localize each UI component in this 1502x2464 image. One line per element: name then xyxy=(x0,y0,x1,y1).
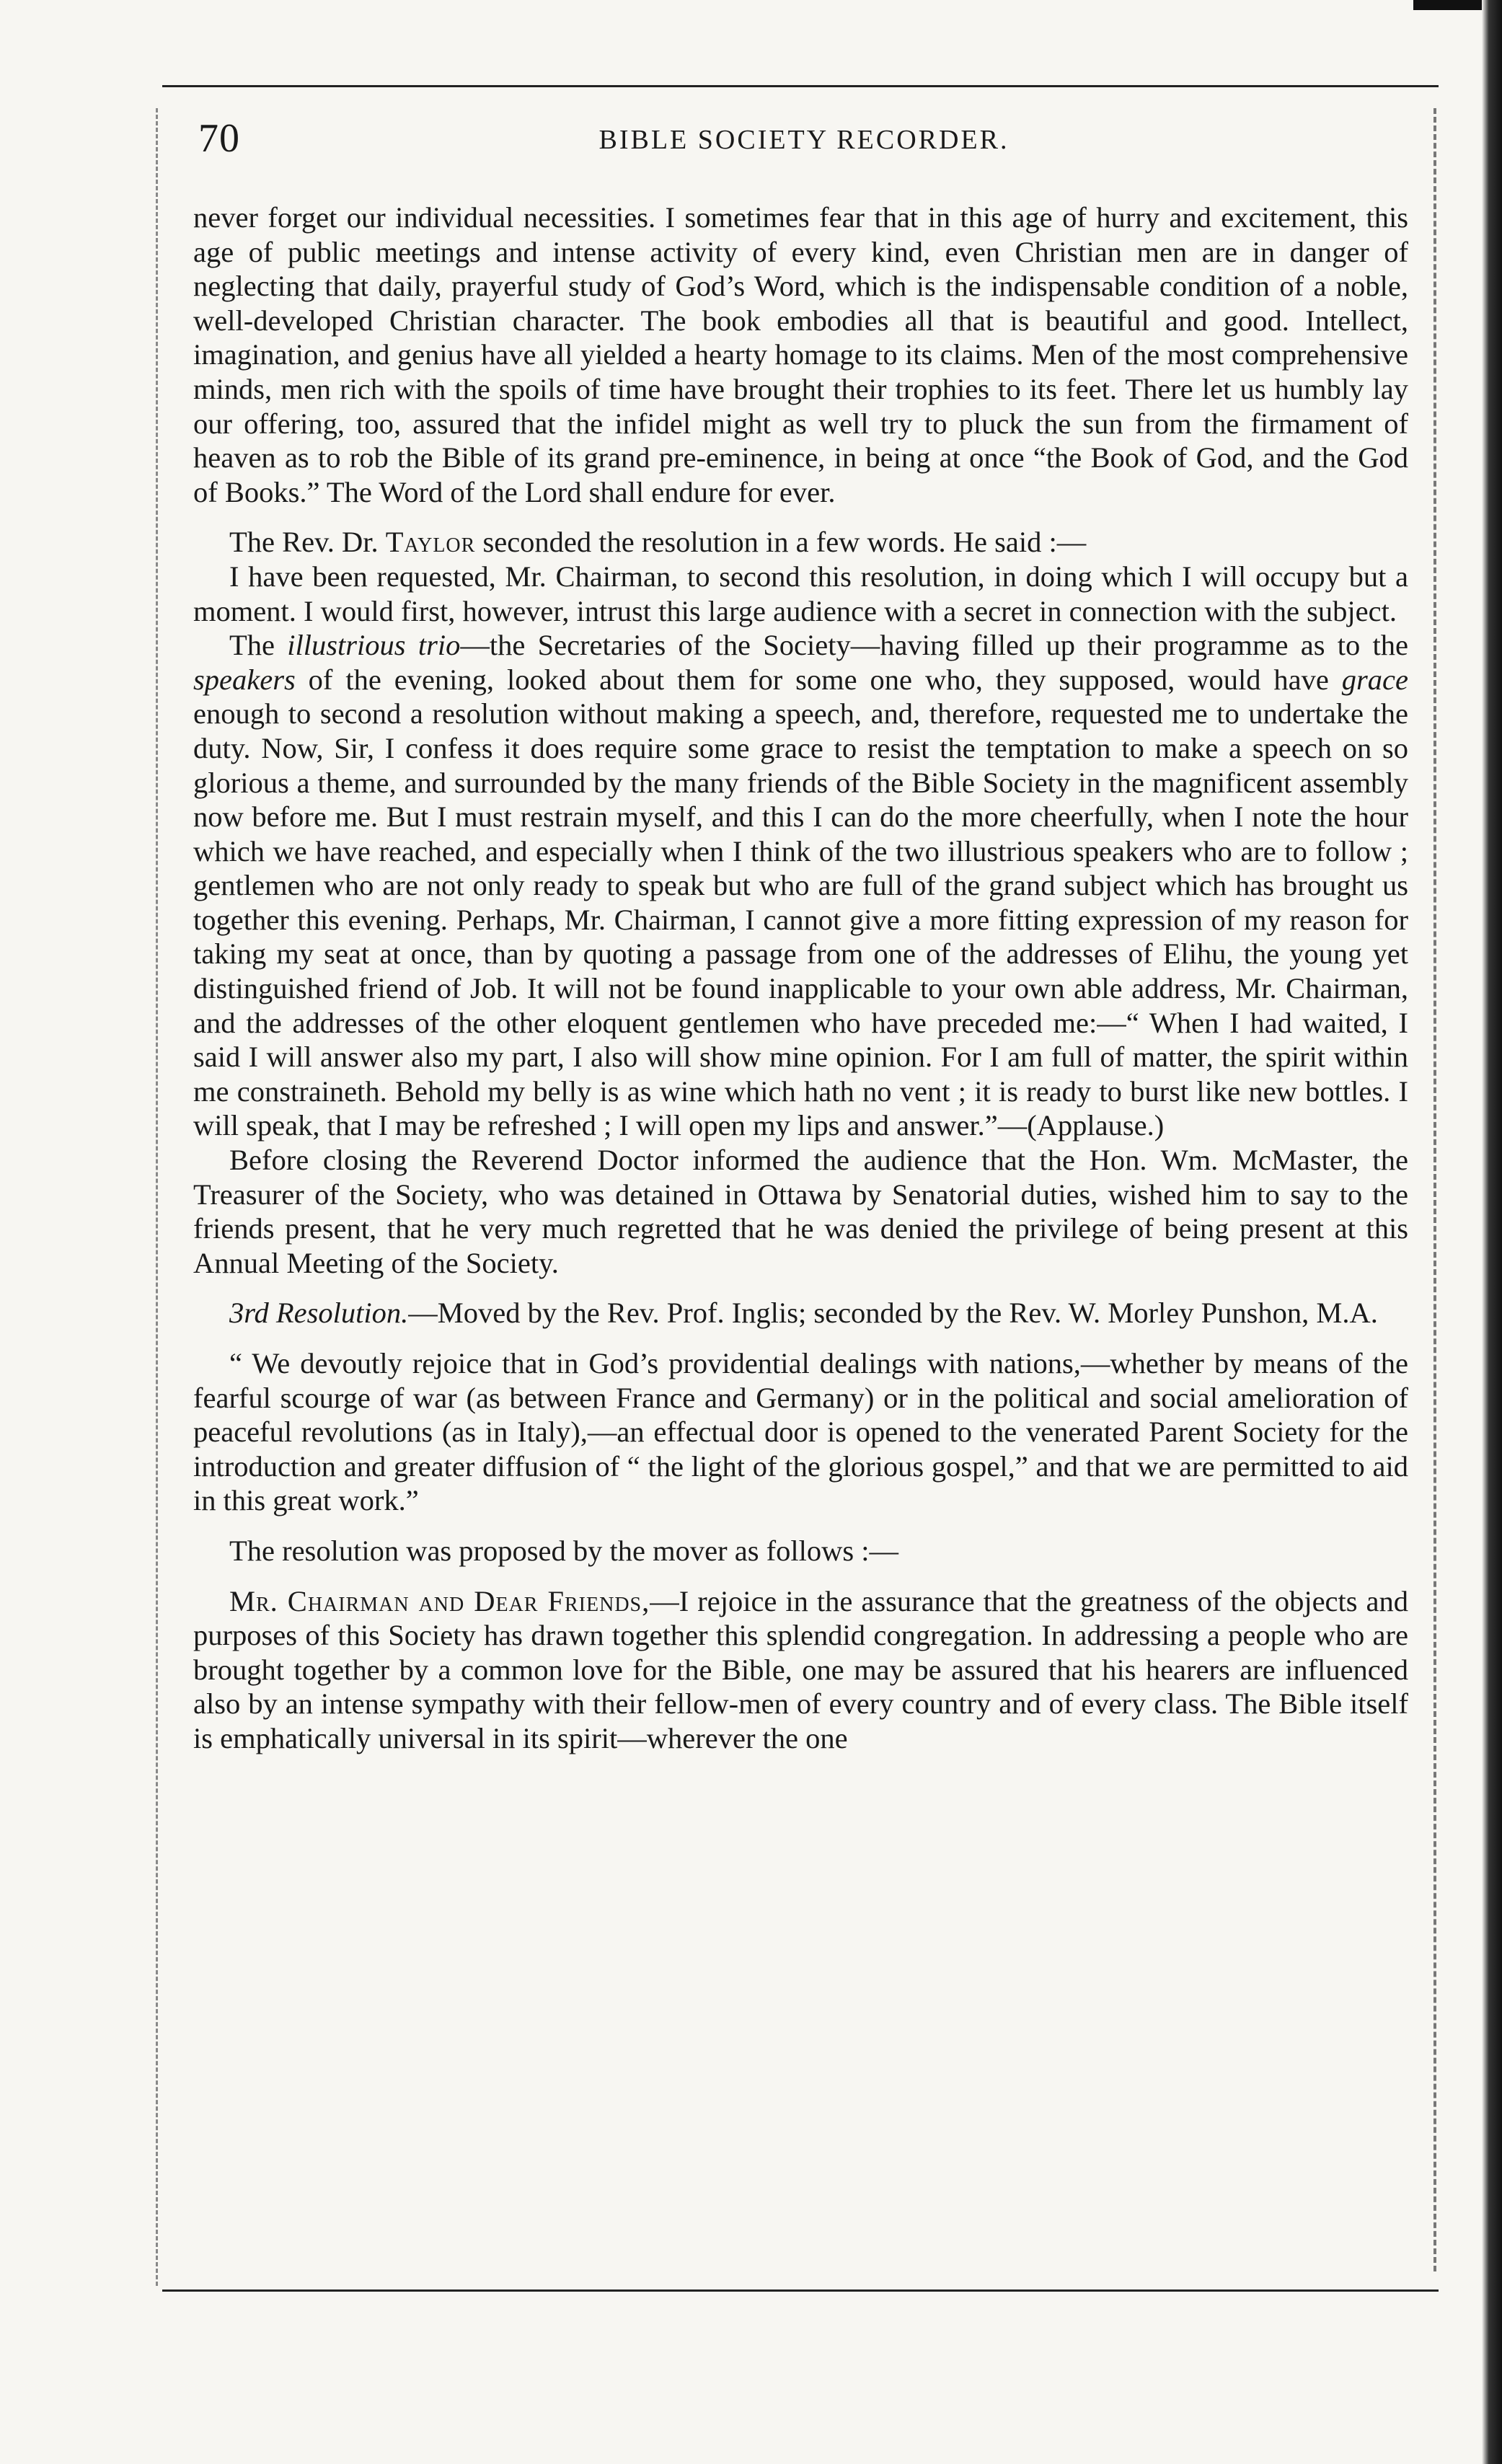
page-header xyxy=(191,115,1417,166)
left-page-edge xyxy=(156,108,158,2286)
paragraph: The resolution was proposed by the mover as follows :— xyxy=(229,1534,898,1567)
paragraph: Mr. Chairman and Dear Friends,—I rejoice in the assurance that the greatness of the objects and purposes of this Society has drawn together this splendid congregation. In addressing a people who are brought together by a common love for the Bible, one may be assured that his hearers are influenced also by an intense sympathy with their fellow-men of every country and of every class. The Bible itself is emphatically universal in its spirit—wherever the one xyxy=(193,1584,1408,1754)
footer-rule xyxy=(162,2289,1439,2292)
binding-shadow xyxy=(1482,0,1502,2464)
speaker-name: Taylor xyxy=(385,526,476,559)
right-page-edge xyxy=(1433,108,1436,2271)
paragraph: I have been requested, Mr. Chairman, to second this resolution, in doing which I will occupy but a moment. I would first, however, intrust this large audience with a secret in connection with the subject. xyxy=(193,560,1408,627)
resolution-text: “ We devoutly rejoice that in God’s providential dealings with nations,—whether by means of the fearful scourge of war (as between France and Germany) or in the political and social amelioration of peaceful revolutions (as in Italy),—an effectual door is opened to the venerated Parent Society for the introduction and greater diffusion of “ the light of the glorious gospel,” and that we are permitted to aid in this great work.” xyxy=(193,1347,1408,1517)
paragraph: Before closing the Reverend Doctor informed the audience that the Hon. Wm. McMaster, the Treasurer of the Society, who was detained in Ottawa by Senatorial duties, wished him to say to the friends present, that he very much regretted that he was denied the privilege of being present at this Annual Meeting of the Society. xyxy=(193,1144,1408,1279)
header-rule xyxy=(162,85,1439,87)
article-body xyxy=(193,200,1408,1756)
paragraph: The Rev. Dr. Taylor seconded the resolution in a few words. He said :— xyxy=(229,526,1087,559)
page-number: 70 xyxy=(198,116,240,161)
paragraph: never forget our individual necessities. I sometimes fear that in this age of hurry and excitement, this age of public meetings and intense activity of every kind, even Christian men are in danger of neglecting that daily, prayerful study of God’s Word, which is the indispensable condition of a noble, well-developed Christian character. The book embodies all that is beautiful and good. Intellect, imagination, and genius have all yielded a hearty homage to its claims. Men of the most comprehensive minds, men rich with the spoils of time have brought their trophies to its feet. There let us humbly lay our offering, too, assured that the infidel might as well try to pluck the sun from the firmament of heaven as to rob the Bible of its grand pre-eminence, in being at once “the Book of God, and the God of Books.” The Word of the Lord shall endure for ever. xyxy=(193,201,1408,508)
paragraph: The illustrious trio—the Secretaries of the Society—having filled up their programme as to the speakers of the evening, looked about them for some one who, they supposed, would have grace enough to second a resolution without making a speech, and, therefore, requested me to undertake the duty. Now, Sir, I confess it does require some grace to resist the temptation to make a speech on so glorious a theme, and surrounded by the many friends of the Bible Society in the magnificent assembly now before me. But I must restrain myself, and this I can do the more cheerfully, when I note the hour which we have reached, and especially when I think of the two illustrious speakers who are to follow ; gentlemen who are not only ready to speak but who are full of the grand subject which has brought us together this evening. Perhaps, Mr. Chairman, I cannot give a more fitting expression of my reason for taking my seat at once, than by quoting a passage from one of the addresses of Elihu, the young yet distinguished friend of Job. It will not be found inapplicable to your own able address, Mr. Chairman, and the addresses of the other eloquent gentlemen who have preceded me:—“ When I had waited, I said I will answer also my part, I also will show mine opinion. For I am full of matter, the spirit within me constraineth. Behold my belly is as wine which hath no vent ; it is ready to burst like new bottles. I will speak, that I may be refreshed ; I will open my lips and answer.”—(Applause.) xyxy=(193,629,1408,1142)
running-title: BIBLE SOCIETY RECORDER. xyxy=(598,125,1010,155)
salutation: Mr. Chairman and Dear Friends, xyxy=(229,1584,650,1617)
resolution-heading: 3rd Resolution.—Moved by the Rev. Prof. Inglis; seconded by the Rev. W. Morley Punshon, M.A. xyxy=(229,1297,1378,1330)
